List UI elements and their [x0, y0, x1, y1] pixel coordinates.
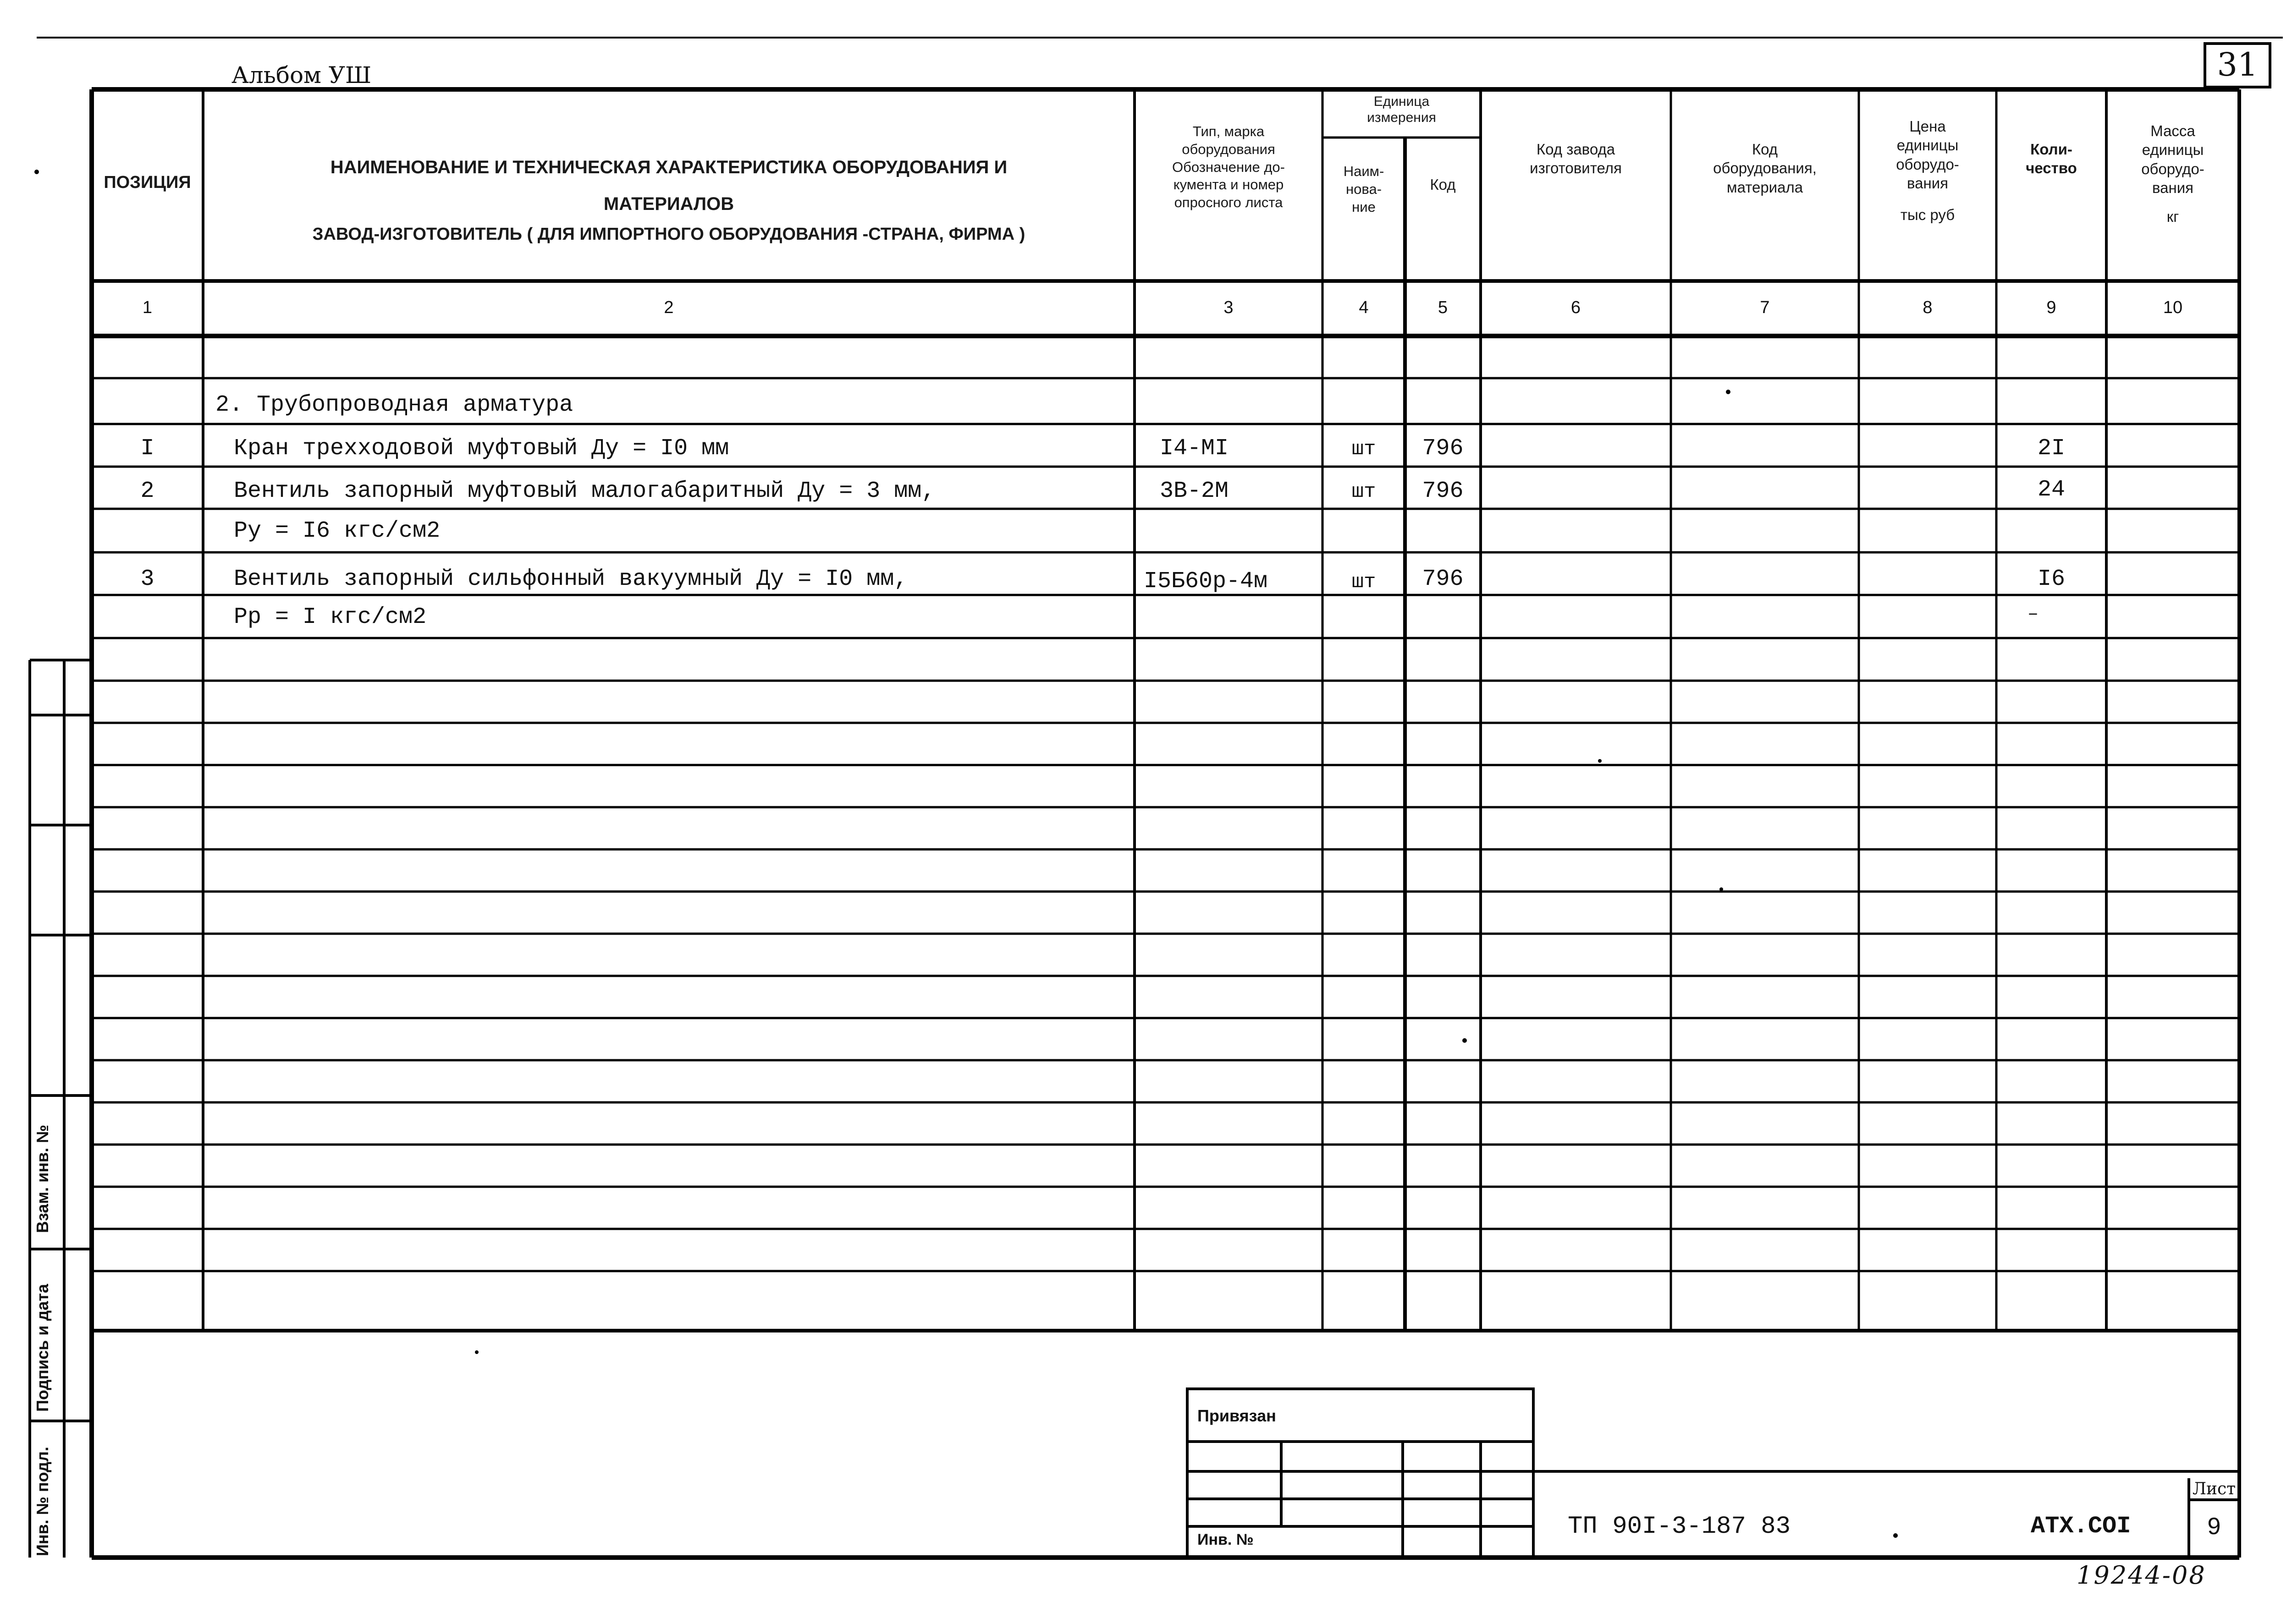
table-row-name: Вентиль запорный сильфонный вакуумный Ду = I0 мм, — [234, 566, 908, 592]
table-row-code: 796 — [1422, 478, 1464, 504]
header-name-line3: ЗАВОД-ИЗГОТОВИТЕЛЬ ( ДЛЯ ИМПОРТНОГО ОБОРУДОВАНИЯ -СТРАНА, ФИРМА ) — [312, 225, 1025, 244]
table-row-type: I5Б60р-4м — [1144, 568, 1268, 595]
col-number-9: 9 — [2046, 298, 2056, 317]
table-row-position: 3 — [140, 566, 154, 592]
col-number-5: 5 — [1438, 298, 1448, 317]
document-code: ТП 90I-3-187 83 — [1568, 1513, 1791, 1541]
table-row-code: 796 — [1422, 435, 1464, 462]
table-row-name: Рр = I кгс/см2 — [234, 604, 427, 630]
privyazan-label: Привязан — [1197, 1406, 1276, 1425]
sheet-number: 31 — [2217, 46, 2258, 83]
table-row-type: 3В-2М — [1160, 478, 1229, 504]
table-row-unit: шт — [1351, 571, 1376, 594]
col-number-2: 2 — [664, 298, 674, 317]
header-position: ПОЗИЦИЯ — [104, 173, 191, 192]
sheet-list-label: Лист — [2192, 1480, 2236, 1498]
table-row-name: Ру = I6 кгс/см2 — [234, 518, 441, 544]
col-number-3: 3 — [1223, 298, 1234, 317]
header-units-group: Единица измерения — [1367, 94, 1436, 125]
table-row-name: Кран трехходовой муфтовый Ду = I0 мм — [234, 435, 729, 462]
side-stamp-inv-original: Инв. № подл. — [33, 1447, 52, 1556]
col-number-1: 1 — [142, 298, 153, 317]
table-row-qty: – — [2027, 604, 2039, 625]
table-row-type: I4-МI — [1160, 435, 1229, 462]
col-number-6: 6 — [1570, 298, 1581, 317]
header-unit-price: Цена единицы оборудо- вания тыс руб — [1896, 118, 1959, 223]
header-unit-name: Наим- нова- ние — [1343, 163, 1384, 215]
table-row-name: Вентиль запорный муфтовый малогабаритный Ду = 3 мм, — [234, 478, 936, 504]
table-row-position: 2 — [140, 478, 154, 504]
header-name-line1: НАИМЕНОВАНИЕ И ТЕХНИЧЕСКАЯ ХАРАКТЕРИСТИКА ОБОРУДОВАНИЯ И — [330, 157, 1008, 177]
header-unit-code: Код — [1430, 176, 1456, 193]
side-stamp-signature-date: Подпись и дата — [33, 1284, 52, 1412]
table-row-qty: 24 — [2037, 477, 2065, 503]
set-code: АТХ.СОI — [2031, 1513, 2131, 1540]
table-row-qty: 2I — [2037, 435, 2065, 462]
sheet-list-number: 9 — [2207, 1513, 2221, 1540]
header-quantity: Коли- чество — [2026, 141, 2077, 177]
col-number-4: 4 — [1359, 298, 1369, 317]
table-row-position: I — [140, 435, 154, 462]
table-row-unit: шт — [1351, 438, 1376, 461]
col-number-7: 7 — [1760, 298, 1770, 317]
inv-number-label: Инв. № — [1197, 1531, 1254, 1548]
section-title: 2. Трубопроводная арматура — [215, 392, 573, 418]
col-number-8: 8 — [1923, 298, 1933, 317]
table-row-unit: шт — [1351, 480, 1376, 503]
header-factory-code: Код завода изготовителя — [1530, 141, 1622, 177]
header-name-line2: МАТЕРИАЛОВ — [603, 194, 734, 214]
col-number-10: 10 — [2163, 298, 2183, 317]
header-unit-mass: Масса единицы оборудо- вания кг — [2141, 122, 2204, 225]
handwritten-number: 19244-08 — [2077, 1561, 2206, 1590]
side-stamp-vzam-inv: Взам. инв. № — [33, 1124, 52, 1233]
header-equipment-code: Код оборудования, материала — [1713, 141, 1817, 196]
table-row-code: 796 — [1422, 566, 1464, 592]
table-row-qty: I6 — [2037, 566, 2065, 592]
album-label: Альбом УШ — [231, 62, 372, 88]
header-type-mark: Тип, марка оборудования Обозначение до- кумента и номер опросного листа — [1172, 123, 1285, 210]
